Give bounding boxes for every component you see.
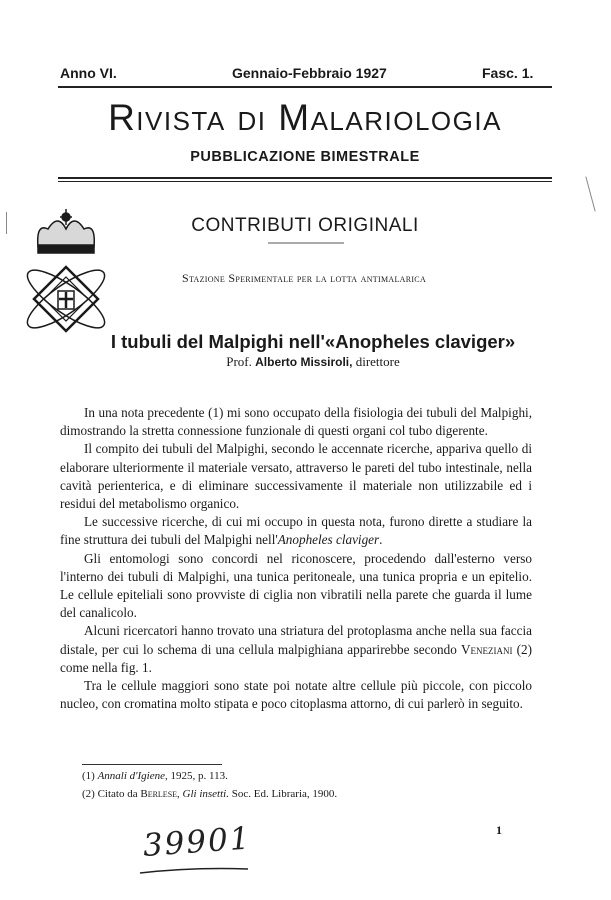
- article-title: I tubuli del Malpighi nell'«Anopheles claviger»: [110, 331, 516, 352]
- footnote-mark: (2): [82, 788, 95, 800]
- author-role: direttore: [355, 354, 400, 369]
- journal-title: Rivista di Malariologia: [108, 97, 502, 138]
- paragraph: In una nota precedente (1) mi sono occupato della fisiologia dei tubuli del Malpighi, dimostrando la stretta connessione funzionale di questi organi col tubo digerente.: [60, 405, 532, 439]
- scan-mark: [585, 176, 595, 211]
- paragraph: Gli entomologi sono concordi nel riconoscere, procedendo dall'esterno verso l'interno dei tubuli di Malpighi, una tunica peritoneale, una tunica propria e un epitelio. Le cellule epiteliali sono provviste di ciglia non vibratili nella parete che guarda il lume del canalicolo.: [60, 550, 532, 621]
- paragraph-text: (2) come nella fig. 1.: [60, 641, 532, 675]
- paragraph: [60, 513, 532, 549]
- footnote-text: 1925, p. 113.: [170, 770, 228, 782]
- station-name: Stazione Sperimentale per la lotta antimalarica: [181, 271, 427, 285]
- header-rule: [58, 86, 552, 88]
- author-name: Alberto Missiroli,: [255, 355, 353, 369]
- handwritten-stamp: 39901: [141, 820, 253, 864]
- paragraph-text: Alcuni ricercatori hanno trovato una striatura del protoplasma anche nella sua faccia distale, per cui lo schema di una cellula malpighiana apparirebbe secondo: [60, 623, 532, 657]
- paragraph-text: Le successive ricerche, di cui mi occupo in questa nota, furono dirette a studiare la fine struttura dei tubuli del Malpighi nell': [60, 514, 532, 548]
- article-body: [60, 404, 532, 713]
- masthead-rule-top: [58, 177, 552, 179]
- page-number: 1: [496, 823, 502, 837]
- stamp-underline: [138, 866, 250, 876]
- scan-mark: [6, 212, 7, 234]
- paragraph: Il compito dei tubuli del Malpighi, secondo le accennate ricerche, appariva quello di elaborare ulteriormente il materiale versato, attraverso le pareti del tubo intestinale, nella cavità perienterica, e di eliminare successivamente il materiale non utilizzabile ed i residui del metabolismo organico.: [60, 441, 532, 512]
- section-heading: CONTRIBUTI ORIGINALI: [191, 215, 419, 236]
- footnote-rule: [82, 764, 222, 765]
- footnote-text: Soc. Ed. Libraria, 1900.: [231, 788, 338, 800]
- species-name: Anopheles claviger: [277, 532, 380, 548]
- masthead-rule-bottom: [58, 181, 552, 182]
- paragraph: [60, 622, 532, 677]
- section-divider: [268, 240, 344, 246]
- footnote: [82, 788, 337, 800]
- footnote-source: Annali d'Igiene,: [97, 770, 168, 782]
- issue-date: Gennaio-Febbraio 1927: [232, 65, 387, 81]
- cited-author: Veneziani: [460, 641, 513, 657]
- footnote-mark: (1): [82, 770, 95, 782]
- author-prefix: Prof.: [226, 354, 252, 369]
- paragraph: Tra le cellule maggiori sono state poi notate altre cellule più piccole, con piccolo nucleo, con cromatina molto stipata e poco citoplasma attorno, di cui parlerò in seguito.: [60, 678, 532, 712]
- journal-subtitle: PUBBLICAZIONE BIMESTRALE: [190, 149, 420, 165]
- cited-author: Berlese,: [140, 788, 180, 800]
- article-author: [70, 354, 556, 370]
- paragraph-text: .: [379, 532, 383, 548]
- volume-label: Anno VI.: [60, 65, 117, 81]
- footnote: [82, 770, 228, 782]
- issue-number: Fasc. 1.: [482, 65, 534, 81]
- footnote-text: Citato da: [97, 788, 138, 800]
- footnote-source: Gli insetti.: [182, 788, 229, 800]
